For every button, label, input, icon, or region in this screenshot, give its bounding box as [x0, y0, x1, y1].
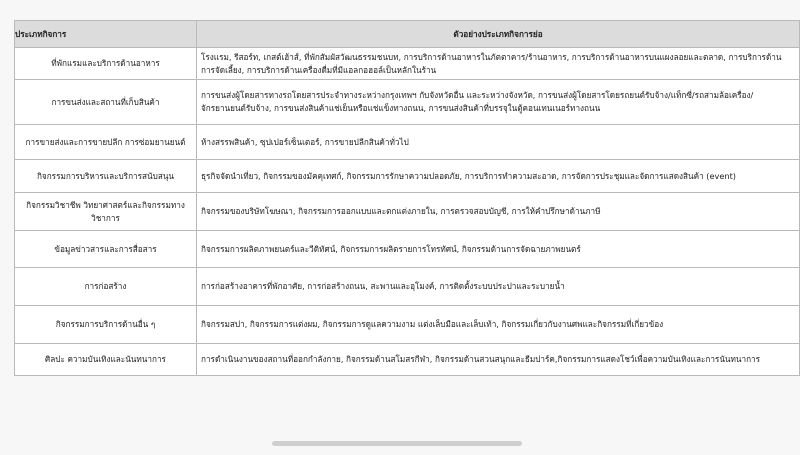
examples-cell — [197, 344, 800, 376]
examples-line: กิจกรรมของบริษัทโฆษณา, กิจกรรมการออกแบบและตกแต่งภายใน, การตรวจสอบบัญชี, การให้คำปรึกษาด้านภาษี — [201, 206, 601, 216]
examples-line: จักรยานยนต์รับจ้าง, การขนส่งสินค้าแช่เย็นหรือแช่แข็งทางถนน, การขนส่งสินค้าที่บรรจุในตู้คอนเทนเนอร์ทางถนน — [201, 103, 601, 113]
category-line: กิจกรรมวิชาชีพ วิทยาศาสตร์และกิจกรรมทาง — [26, 199, 185, 210]
table-row — [15, 268, 800, 306]
table-row — [15, 125, 800, 160]
examples-cell — [197, 80, 800, 125]
table-row — [15, 231, 800, 268]
examples-line: กิจกรรมการผลิตภาพยนตร์และวีดิทัศน์, กิจกรรมการผลิตรายการโทรทัศน์, กิจกรรมด้านการจัดฉายภาพยนตร์ — [201, 243, 581, 254]
category-line: วิชาการ — [91, 212, 120, 223]
table-row — [15, 344, 800, 376]
examples-cell — [197, 193, 800, 231]
category-cell: กิจกรรมการบริการด้านอื่น ๆ — [15, 306, 197, 344]
examples-cell — [197, 48, 800, 80]
header-business-type: ประเภทกิจการ — [15, 21, 197, 48]
table-row — [15, 160, 800, 193]
examples-cell — [197, 160, 800, 193]
examples-cell — [197, 306, 800, 344]
category-cell: ที่พักแรมและบริการด้านอาหาร — [15, 48, 197, 80]
category-cell: การขนส่งและสถานที่เก็บสินค้า — [15, 80, 197, 125]
category-cell — [15, 193, 197, 231]
business-type-table — [14, 20, 800, 376]
examples-line: ธุรกิจจัดนำเที่ยว, กิจกรรมของมัคคุเทศก์, กิจกรรมการรักษาความปลอดภัย, การบริการทำความสะอาด, การจัดการประชุมและจัดการแสดงสินค้า (event) — [201, 170, 736, 181]
examples-cell — [197, 125, 800, 160]
examples-line: การดำเนินงานของสถานที่ออกกำลังกาย, กิจกรรมด้านสโมสรกีฬา, กิจกรรมด้านสวนสนุกและธีมปาร์ค,กิจกรรมการแสดงโชว์เพื่อความบันเทิงและการนันทนาการ — [201, 354, 761, 364]
category-cell: ศิลปะ ความบันเทิงและนันทนาการ — [15, 344, 197, 376]
table-row — [15, 193, 800, 231]
table-row — [15, 48, 800, 80]
examples-line: การก่อสร้างอาคารที่พักอาศัย, การก่อสร้างถนน, สะพานและอุโมงค์, การติดตั้งระบบประปาและระบายน้ำ — [201, 281, 565, 291]
examples-line: ห้างสรรพสินค้า, ซุปเปอร์เซ็นเตอร์, การขายปลีกสินค้าทั่วไป — [201, 136, 409, 147]
category-cell: กิจกรรมการบริหารและบริการสนับสนุน — [15, 160, 197, 193]
examples-cell — [197, 231, 800, 268]
examples-line: การจัดเลี้ยง, การบริการด้านเครื่องดื่มที่มีแอลกอฮอล์เป็นหลักในร้าน — [201, 64, 437, 75]
category-cell: การก่อสร้าง — [15, 268, 197, 306]
examples-line: กิจกรรมสปา, กิจกรรมการแต่งผม, กิจกรรมการดูแลความงาม แต่งเล็บมือและเล็บเท้า, กิจกรรมเกี่ยวกับงานศพและกิจกรรมที่เกี่ยวข้อง — [201, 319, 664, 329]
header-business-examples: ตัวอย่างประเภทกิจการย่อ — [197, 21, 800, 48]
category-cell: ข้อมูลข่าวสารและการสื่อสาร — [15, 231, 197, 268]
category-cell: การขายส่งและการขายปลีก การซ่อมยานยนต์ — [15, 125, 197, 160]
examples-cell — [197, 268, 800, 306]
table-row — [15, 80, 800, 125]
table-row — [15, 306, 800, 344]
horizontal-scrollbar[interactable] — [272, 441, 522, 446]
examples-line: โรงแรม, รีสอร์ท, เกสต์เฮ้าส์, ที่พักสัมผัสวัฒนธรรมชนบท, การบริการด้านอาหารในภัตตาคาร/ร้านอาหาร, การบริการด้านอาหารบนแผงลอยและตลาด, การบริการด้าน — [201, 51, 782, 62]
table-header-row — [15, 21, 800, 48]
examples-line: การขนส่งผู้โดยสารทางรถโดยสารประจำทางระหว่างกรุงเทพฯ กับจังหวัดอื่น และระหว่างจังหวัด, การขนส่งผู้โดยสารโดยรถยนต์รับจ้าง/แท็กซี่/รถสามล้อเครื่อง/ — [201, 90, 754, 100]
